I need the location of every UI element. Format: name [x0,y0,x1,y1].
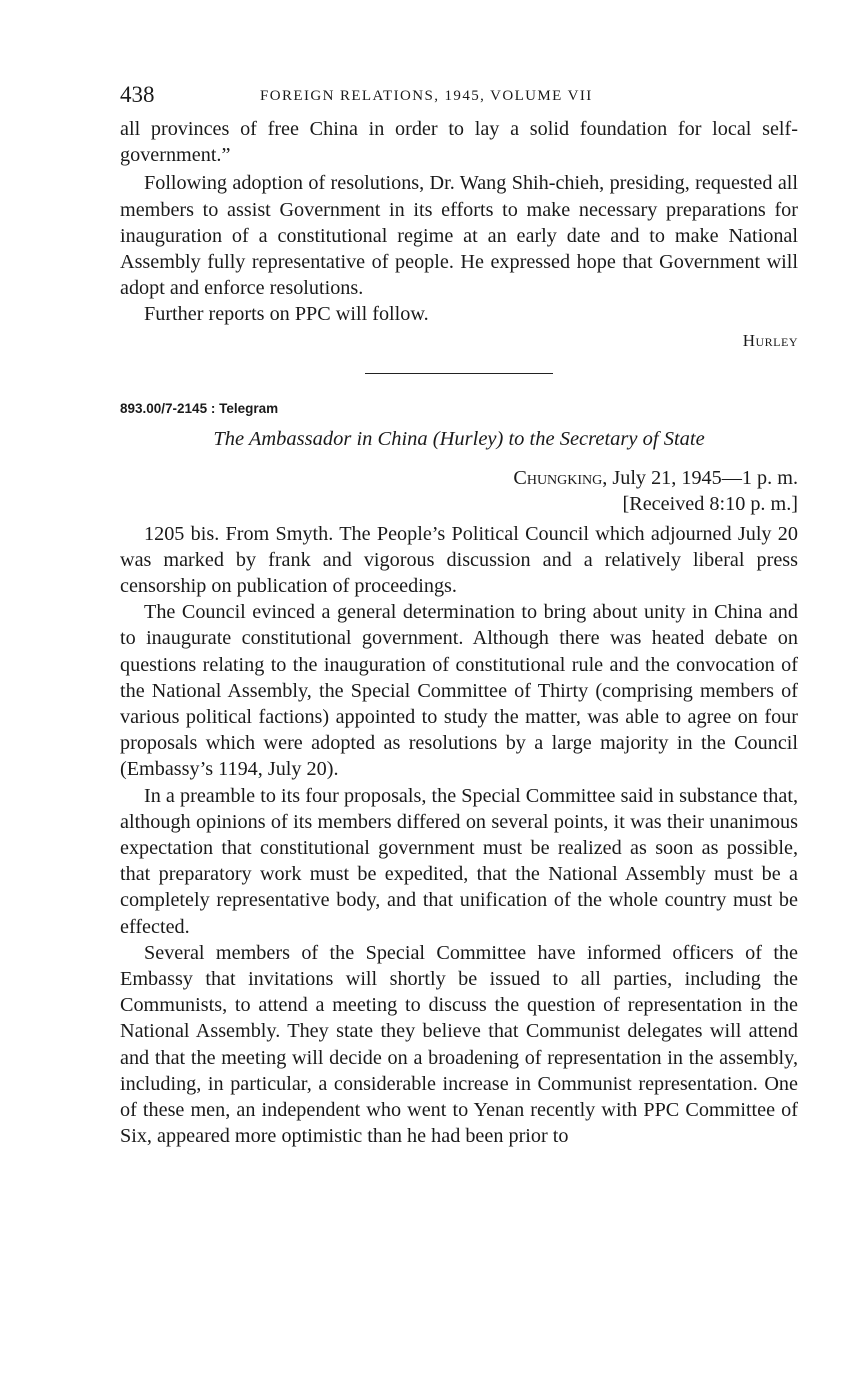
running-head: FOREIGN RELATIONS, 1945, VOLUME VII [260,88,593,104]
body-paragraph: Further reports on PPC will follow. [144,303,429,326]
dateline [120,465,798,491]
dateline-date: July 21, 1945—1 p. m. [607,466,798,489]
section-divider [365,373,553,374]
body-paragraph: Following adoption of resolutions, Dr. Wang Shih-chieh, presiding, requested all members to assist Government in its efforts to make necessary preparations for inauguration of a constitutional regime at an early date and to make National Assembly fully representative of people. He expressed hope that Government will adopt and enforce resolutions. [120,172,798,300]
file-number: 893.00/7-2145 : Telegram [120,400,279,416]
body-paragraph: In a preamble to its four proposals, the Special Committee said in substance that, although opinions of its members differed on several points, it was their unanimous expectation that constitutional government must be realized as soon as possible, that preparatory work must be expedited, that the National Assembly must be a completely representative body, and that unification of the whole country must be effected. [120,784,798,938]
body-paragraph: 1205 bis. From Smyth. The People’s Political Council which adjourned July 20 was marked by frank and vigorous discussion and a relatively liberal press censorship on publication of proceedings. [120,522,798,598]
body-paragraph: The Council evinced a general determination to bring about unity in China and to inaugurate constitutional government. Although there was heated debate on questions relating to the inauguration of constitutional rule and the convocation of the National Assembly, the Special Committee of Thirty (comprising members of various political factions) appointed to study the matter, was able to agree on four proposals which were adopted as resolutions by a large majority in the Council (Embassy’s 1194, July 20). [120,601,798,781]
body-paragraph: Several members of the Special Committee have informed officers of the Embassy that invitations will shortly be issued to all parties, including the Communists, to attend a meeting to discuss the question of representation in the National Assembly. They state they believe that Communist delegates will attend and that the meeting will decide on a broadening of representation in the assembly, including, in particular, a considerable increase in Communist representation. One of these men, an independent who went to Yenan recently with PPC Committee of Six, appeared more optimistic than he had been prior to [120,941,798,1148]
page-number: 438 [120,82,155,107]
continuation-paragraph: all provinces of free China in order to lay a solid foundation for local self-government.” [120,118,798,167]
received-line: [Received 8:10 p. m.] [622,492,798,515]
page-header [120,82,798,112]
signature: Hurley [742,330,798,350]
document-page [120,82,798,1150]
dateline-place: Chungking, [513,466,608,489]
document-title: The Ambassador in China (Hurley) to the Secretary of State [213,427,705,450]
